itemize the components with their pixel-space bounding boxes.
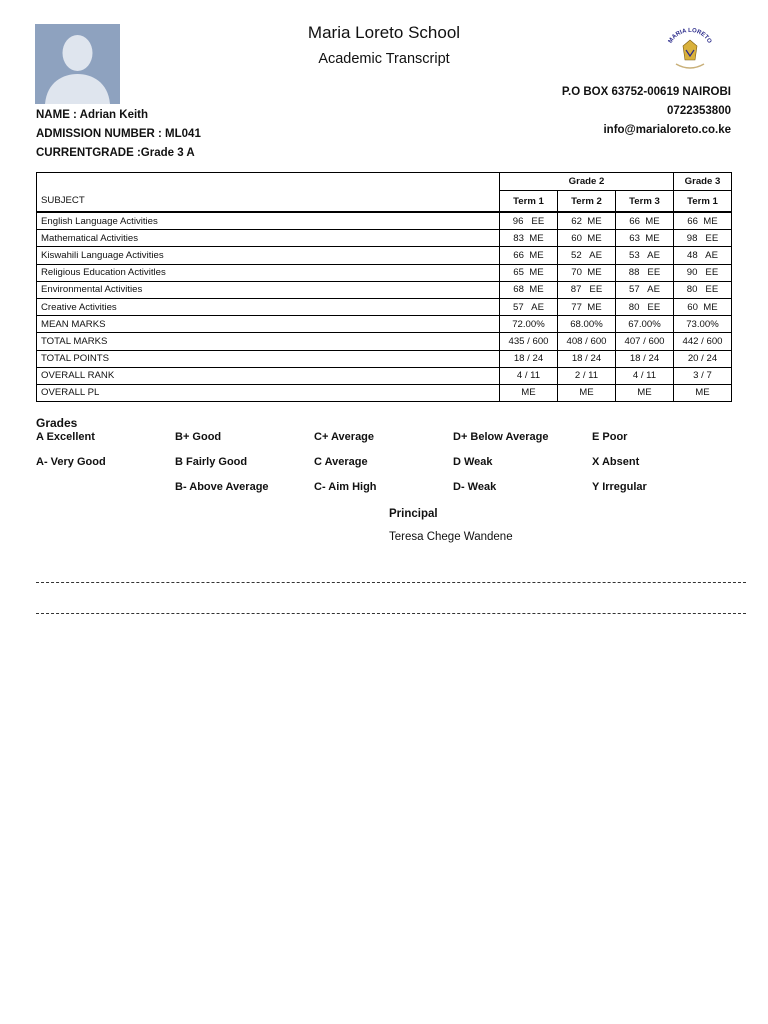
grade-legend-item: A- Very Good <box>36 456 106 468</box>
score-cell: 4 / 11 <box>500 367 558 384</box>
score-cell: 57 AE <box>500 298 558 315</box>
school-crest-icon <box>662 26 718 72</box>
score-cell: ME <box>558 384 616 401</box>
table-term-header-row <box>37 191 732 213</box>
table-row <box>37 316 732 333</box>
score-cell: 20 / 24 <box>674 350 732 367</box>
school-name: Maria Loreto School <box>307 23 461 42</box>
row-label: Religious Education Activitles <box>37 264 500 281</box>
score-cell: 53 AE <box>616 247 674 264</box>
term-header: Term 3 <box>616 191 674 213</box>
principal-label: Principal <box>389 508 438 520</box>
grade-legend-item: D Weak <box>453 456 493 468</box>
logo-text: MARIA LORETO <box>667 27 713 45</box>
group-header-grade-3: Grade 3 <box>674 173 732 191</box>
grade-legend-item: D- Weak <box>453 481 497 493</box>
term-header: Term 2 <box>558 191 616 213</box>
table-row <box>37 384 732 401</box>
score-cell: 72.00% <box>500 316 558 333</box>
table-row <box>37 350 732 367</box>
row-label: OVERALL PL <box>37 384 500 401</box>
score-cell: 57 AE <box>616 281 674 298</box>
row-label: MEAN MARKS <box>37 316 500 333</box>
score-cell: 68.00% <box>558 316 616 333</box>
contact-phone: 0722353800 <box>667 105 731 117</box>
score-cell: 18 / 24 <box>500 350 558 367</box>
score-cell: 98 EE <box>674 230 732 247</box>
score-cell: 63 ME <box>616 230 674 247</box>
score-cell: 48 AE <box>674 247 732 264</box>
row-label: Kiswahili Language Activities <box>37 247 500 264</box>
current-grade: CURRENTGRADE :Grade 3 A <box>36 147 195 159</box>
score-cell: 4 / 11 <box>616 367 674 384</box>
grade-legend-item: A Excellent <box>36 431 95 443</box>
contact-email: info@marialoreto.co.ke <box>603 124 731 136</box>
admission-number: ADMISSION NUMBER : ML041 <box>36 128 201 140</box>
grade-legend-item: B Fairly Good <box>175 456 248 468</box>
grade-legend-item: B+ Good <box>175 431 222 443</box>
score-cell: 408 / 600 <box>558 333 616 350</box>
principal-name: Teresa Chege Wandene <box>389 531 513 543</box>
grade-legend-item: Y Irregular <box>592 481 647 493</box>
score-cell: 435 / 600 <box>500 333 558 350</box>
row-label: TOTAL MARKS <box>37 333 500 350</box>
student-photo-placeholder <box>35 24 120 104</box>
subject-header: SUBJECT <box>37 191 500 213</box>
score-cell: 407 / 600 <box>616 333 674 350</box>
dashed-divider <box>36 582 746 583</box>
grade-legend-item: X Absent <box>592 456 640 468</box>
score-cell: 87 EE <box>558 281 616 298</box>
score-cell: 18 / 24 <box>558 350 616 367</box>
grade-legend-item: B- Above Average <box>175 481 269 493</box>
score-cell: ME <box>616 384 674 401</box>
term-header: Term 1 <box>500 191 558 213</box>
score-cell: 83 ME <box>500 230 558 247</box>
score-cell: 73.00% <box>674 316 732 333</box>
table-row <box>37 298 732 315</box>
score-cell: 442 / 600 <box>674 333 732 350</box>
score-cell: 80 EE <box>616 298 674 315</box>
score-cell: 52 AE <box>558 247 616 264</box>
score-cell: 66 ME <box>616 212 674 230</box>
score-cell: 60 ME <box>674 298 732 315</box>
score-cell: 66 ME <box>500 247 558 264</box>
row-label: OVERALL RANK <box>37 367 500 384</box>
grade-legend-item: E Poor <box>592 431 628 443</box>
row-label: Environmental Activities <box>37 281 500 298</box>
term-header: Term 1 <box>674 191 732 213</box>
row-label: Mathematical Activities <box>37 230 500 247</box>
grade-legend-item: D+ Below Average <box>453 431 549 443</box>
grade-legend-item: C Average <box>314 456 368 468</box>
grade-legend-item: C- Aim High <box>314 481 377 493</box>
contact-po-box: P.O BOX 63752-00619 NAIROBI <box>561 86 731 98</box>
score-cell: 96 EE <box>500 212 558 230</box>
marks-table <box>36 172 732 402</box>
row-label: TOTAL POINTS <box>37 350 500 367</box>
table-row <box>37 247 732 264</box>
score-cell: 70 ME <box>558 264 616 281</box>
row-label: Creative Activities <box>37 298 500 315</box>
school-logo <box>662 26 718 72</box>
table-row <box>37 212 732 230</box>
score-cell: 68 ME <box>500 281 558 298</box>
row-label: English Language Activities <box>37 212 500 230</box>
score-cell: 18 / 24 <box>616 350 674 367</box>
document-title: Academic Transcript <box>318 51 450 67</box>
person-silhouette-icon <box>35 24 120 104</box>
score-cell: 66 ME <box>674 212 732 230</box>
table-group-header-row <box>37 173 732 191</box>
table-row <box>37 367 732 384</box>
score-cell: ME <box>500 384 558 401</box>
score-cell: 90 EE <box>674 264 732 281</box>
student-name: NAME : Adrian Keith <box>36 109 149 121</box>
blank-header-cell <box>37 173 500 191</box>
score-cell: 80 EE <box>674 281 732 298</box>
table-row <box>37 281 732 298</box>
group-header-grade-2: Grade 2 <box>500 173 674 191</box>
grade-legend-item: C+ Average <box>314 431 375 443</box>
score-cell: 60 ME <box>558 230 616 247</box>
dashed-divider <box>36 613 746 614</box>
score-cell: 67.00% <box>616 316 674 333</box>
score-cell: 65 ME <box>500 264 558 281</box>
table-row <box>37 264 732 281</box>
score-cell: ME <box>674 384 732 401</box>
score-cell: 3 / 7 <box>674 367 732 384</box>
grades-title: Grades <box>36 416 78 430</box>
score-cell: 77 ME <box>558 298 616 315</box>
table-row <box>37 230 732 247</box>
score-cell: 88 EE <box>616 264 674 281</box>
score-cell: 2 / 11 <box>558 367 616 384</box>
score-cell: 62 ME <box>558 212 616 230</box>
table-row <box>37 333 732 350</box>
